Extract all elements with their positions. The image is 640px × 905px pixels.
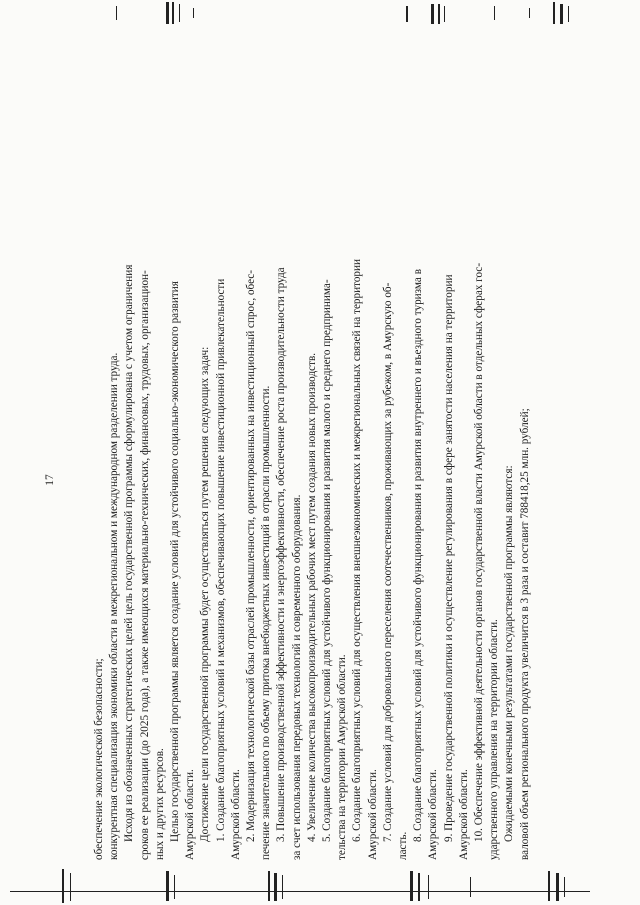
rotated-text-block bbox=[44, 100, 572, 860]
text-line: 5. Создание благоприятных условий для устойчивого функционирования и развития малого и среднего предпринима- bbox=[321, 279, 333, 842]
text-line: за счет использования передовых технологий и современного оборудования. bbox=[290, 494, 303, 860]
text-line: Амурской области. bbox=[457, 769, 470, 860]
text-line: обеспечение экологической безопасности; bbox=[93, 658, 105, 860]
text-line: печение значительного по объему притока внебюджетных инвестиций в отрасли промышленности. bbox=[260, 385, 273, 860]
scan-edge-bottom bbox=[0, 865, 640, 905]
text-line: Амурской области. bbox=[366, 769, 379, 860]
text-line: Амурской области. bbox=[184, 769, 197, 860]
text-line: 3. Повышение производственной эффективности и энергоэффективности, обеспечение роста производительности труда bbox=[275, 267, 288, 842]
text-line: Амурской области. bbox=[427, 769, 440, 860]
text-line: 7. Создание условий для добровольного переселения соотечественников, проживающих за рубежом, в Амурскую об- bbox=[381, 282, 394, 842]
text-line: тельства на территории Амурской области. bbox=[336, 654, 349, 860]
text-line: ударственного управления на территории области. bbox=[488, 619, 501, 860]
text-line: Исходя из обозначенных стратегических целей цель государственной программы сформулирована с учетом ограничения bbox=[123, 264, 136, 842]
text-line: сроков ее реализации (до 2025 года), а также имеющихся материально-технических, финансовых, трудовых, организацион- bbox=[138, 270, 151, 860]
text-line: конкурентная специализация экономики области в межрегиональном и международном разделении труда. bbox=[108, 352, 121, 860]
text-line: Амурской области. bbox=[229, 769, 242, 860]
text-line: Целью государственной программы является создание условий для устойчивого социально-экономического развития bbox=[169, 281, 181, 842]
text-line: ласть. bbox=[397, 831, 409, 860]
text-line: ных и других ресурсов. bbox=[153, 748, 166, 860]
text-line: 4. Увеличение количества высокопроизводительных рабочих мест путем создания новых производств. bbox=[305, 352, 318, 842]
text-line: Ожидаемыми конечными результатами государственной программы являются: bbox=[503, 465, 516, 842]
text-line: 1. Создание благоприятных условий и механизмов, обеспечивающих повышение инвестиционной привлекательности bbox=[214, 278, 227, 842]
text-line: 6. Создание благоприятных условий для осуществления внешнеэкономических и межрегиональных связей на территории bbox=[351, 259, 364, 842]
text-line: 8. Создание благоприятных условий для устойчивого функционирования и развития внутреннего и въездного туризма в bbox=[412, 269, 425, 842]
page-number: 17 bbox=[44, 474, 56, 486]
text-line: валовой объем регионального продукта увеличится в 3 раза и составит 788418,25 млн. рублей; bbox=[518, 408, 531, 860]
text-line: 9. Проведение государственной политики и осуществление регулирования в сфере занятости населения на территории bbox=[442, 274, 455, 842]
text-line: 2. Модернизация технологической базы отраслей промышленности, ориентированных на инвестиционный спрос, обес- bbox=[245, 269, 257, 842]
text-line: 10. Обеспечение эффективной деятельности органов государственной власти Амурской области в отдельных сферах гос- bbox=[473, 262, 485, 842]
scan-edge-top bbox=[0, 0, 640, 30]
text-line: Достижение цели государственной программы будет осуществляться путем решения следующих задач: bbox=[199, 346, 212, 842]
